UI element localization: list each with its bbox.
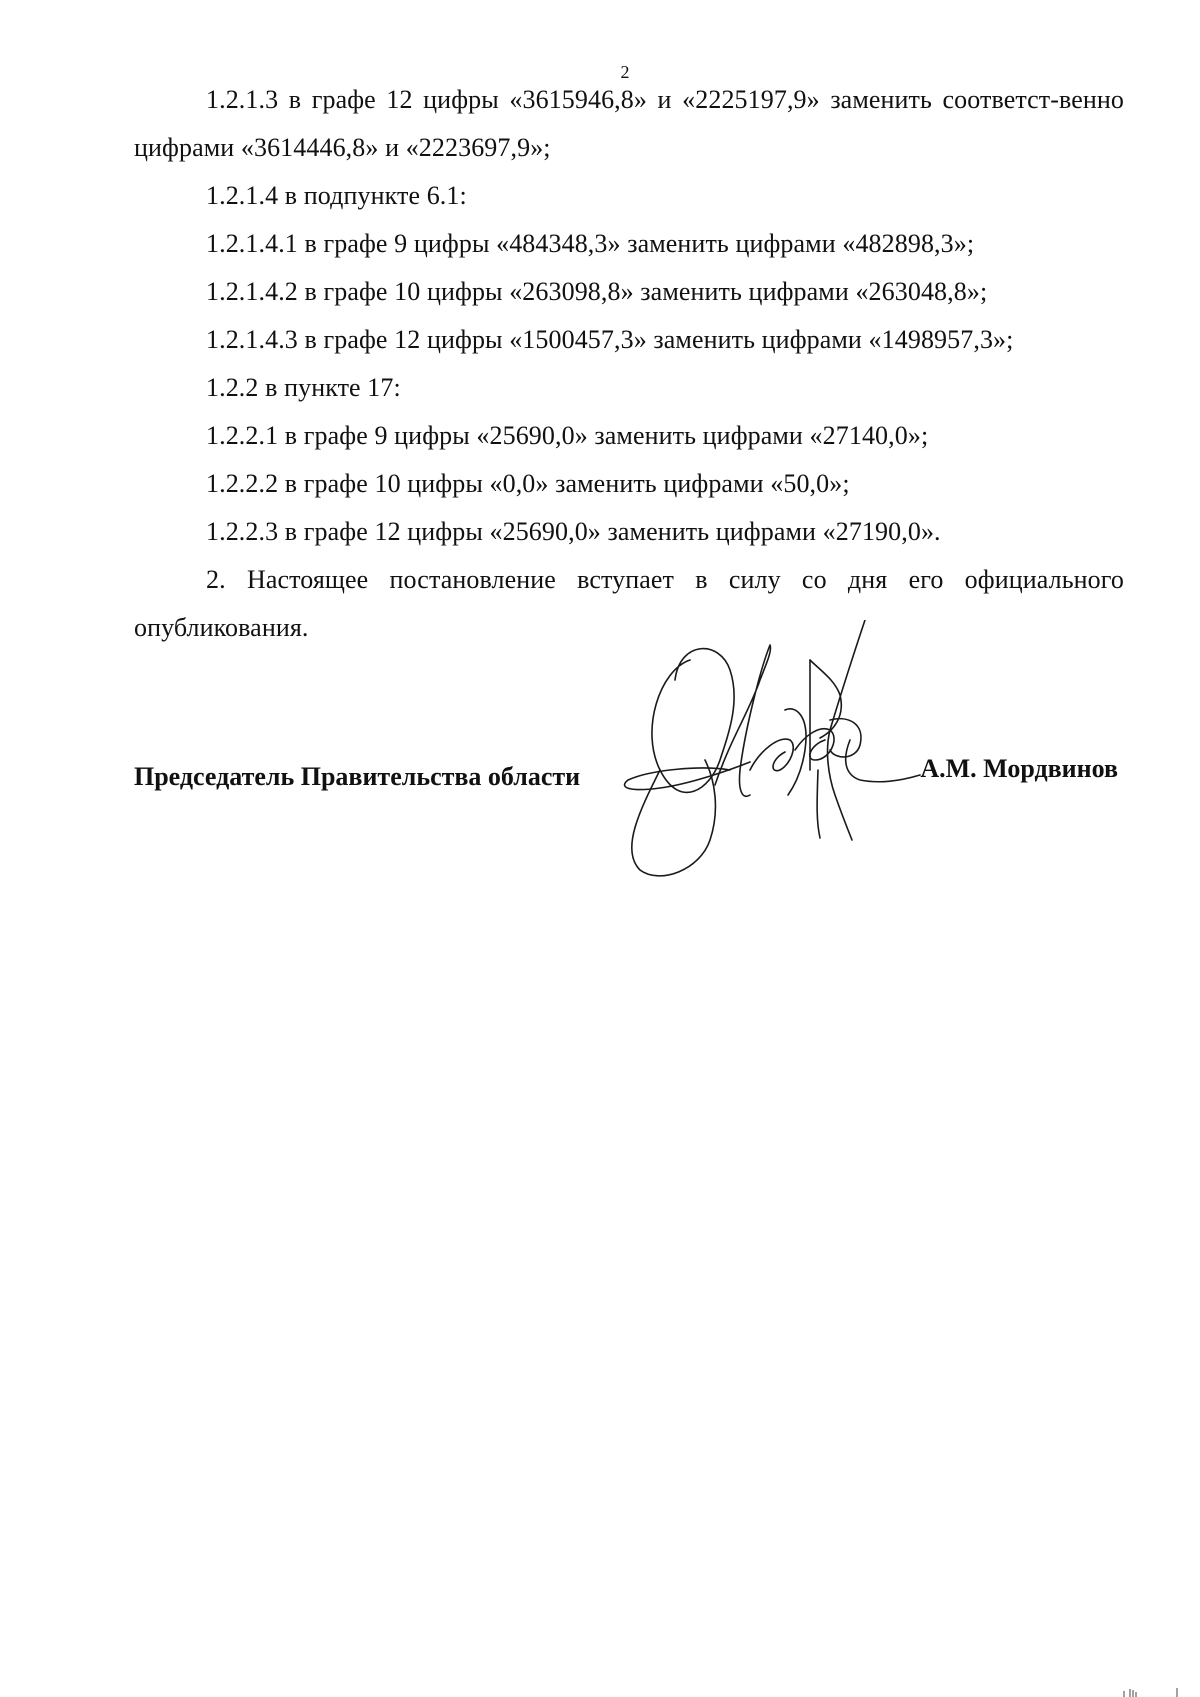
- paragraph-1-2-2-2: 1.2.2.2 в графе 10 цифры «0,0» заменить цифрами «50,0»;: [206, 469, 850, 498]
- signer-title: Председатель Правительства области: [134, 762, 581, 791]
- paragraph-1-2-1-4-1: 1.2.1.4.1 в графе 9 цифры «484348,3» заменить цифрами «482898,3»;: [206, 229, 975, 258]
- scan-edge-mark: [1122, 1687, 1182, 1697]
- paragraph-1-2-1-4: 1.2.1.4 в подпункте 6.1:: [206, 181, 467, 210]
- paragraph-2-effective-date: 2. Настоящее постановление вступает в силу со дня его официального опубликования.: [134, 565, 1124, 642]
- paragraph-1-2-2-3: 1.2.2.3 в графе 12 цифры «25690,0» заменить цифрами «27190,0».: [206, 517, 941, 546]
- handwritten-signature: [620, 620, 940, 890]
- signer-name: А.М. Мордвинов: [920, 754, 1118, 783]
- page-number: 2: [620, 62, 630, 82]
- paragraph-1-2-2-1: 1.2.2.1 в графе 9 цифры «25690,0» заменить цифрами «27140,0»;: [206, 421, 929, 450]
- paragraph-1-2-1-3: 1.2.1.3 в графе 12 цифры «3615946,8» и «2225197,9» заменить соответст-венно цифрами «3614446,8» и «2223697,9»;: [134, 85, 1124, 162]
- paragraph-1-2-1-4-2: 1.2.1.4.2 в графе 10 цифры «263098,8» заменить цифрами «263048,8»;: [206, 277, 988, 306]
- document-body: [134, 76, 1124, 652]
- paragraph-1-2-1-4-3: 1.2.1.4.3 в графе 12 цифры «1500457,3» заменить цифрами «1498957,3»;: [206, 325, 1014, 354]
- paragraph-1-2-2: 1.2.2 в пункте 17:: [206, 373, 401, 402]
